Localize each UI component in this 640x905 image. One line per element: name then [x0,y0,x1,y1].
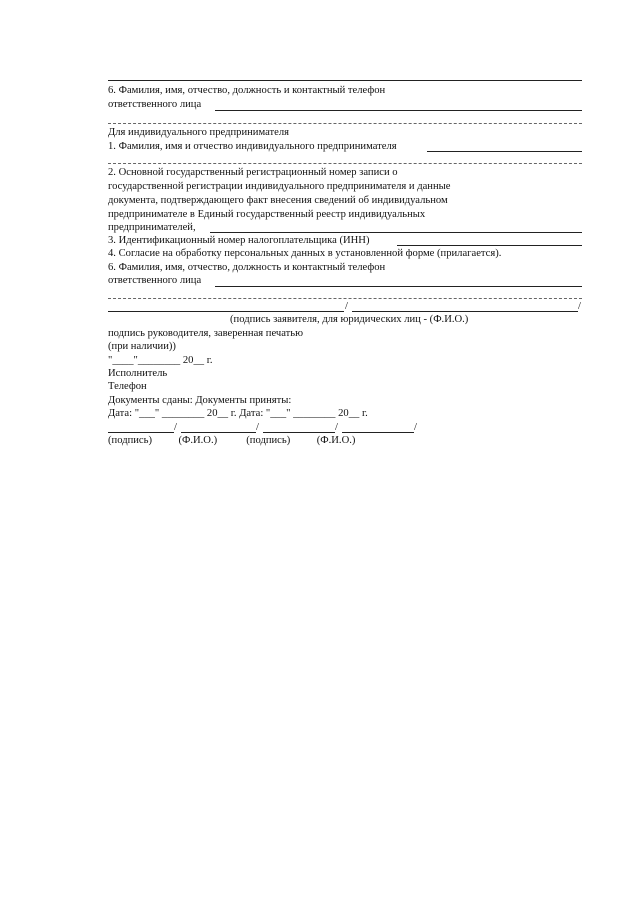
section6-title-2: 6. Фамилия, имя, отчество, должность и контактный телефон [108,262,386,273]
ip-fullname-field-continued [108,163,582,164]
acceptance-slash-1: / [335,422,338,433]
date-line: "____"________ 20__ г. [108,355,213,366]
handover-name-field [181,432,256,433]
ogrn-line-5: предпринимателей, [108,222,196,233]
ogrn-field [210,232,582,233]
ip-fullname-label: 1. Фамилия, имя и отчество индивидуального предпринимателя [108,141,397,152]
head-signature-caption: подпись руководителя, заверенная печатью [108,328,304,339]
bottom-captions: (подпись) (Ф.И.О.) (подпись) (Ф.И.О.) [108,435,356,446]
handover-slash-1: / [174,422,177,433]
top-rule [108,80,582,81]
executor-label: Исполнитель [108,368,168,379]
acceptance-slash-2: / [414,422,417,433]
signature-slash: / [345,301,348,312]
signature-end-slash: / [578,301,581,312]
responsible-person-field-2-continued [108,298,582,299]
ogrn-line-4: предпринимателе в Единый государственный реестр индивидуальных [108,209,426,220]
ip-section-title: Для индивидуального предпринимателя [108,127,289,138]
responsible-person-label: ответственного лица [108,99,202,110]
documents-dates-line: Дата: "___" ________ 20__ г. Дата: "___" ________ 20__ г. [108,408,368,419]
consent-line: 4. Согласие на обработку персональных данных в установленной форме (прилагается). [108,248,502,259]
handover-signature-field [108,432,174,433]
responsible-person-field-2 [215,286,582,287]
acceptance-signature-field [263,432,335,433]
inn-field [397,245,582,246]
phone-label: Телефон [108,381,147,392]
ogrn-line-3: документа, подтверждающего факт внесения сведений об индивидуальном [108,195,448,206]
signature-field [108,311,344,312]
signature-caption: (подпись заявителя, для юридических лиц - (Ф.И.О.) [230,314,469,325]
separator-rule [108,123,582,124]
ip-fullname-field [427,151,582,152]
acceptance-name-field [342,432,414,433]
inn-label: 3. Идентификационный номер налогоплательщика (ИНН) [108,235,370,246]
responsible-person-label-2: ответственного лица [108,275,202,286]
responsible-person-field [215,110,582,111]
section6-title: 6. Фамилия, имя, отчество, должность и контактный телефон [108,85,386,96]
seal-note: (при наличии)) [108,341,176,352]
documents-handover-label: Документы сданы: Документы приняты: [108,395,292,406]
signature-name-field [352,311,578,312]
ogrn-line-1: 2. Основной государственный регистрационный номер записи о [108,167,398,178]
ogrn-line-2: государственной регистрации индивидуального предпринимателя и данные [108,181,451,192]
handover-slash-2: / [256,422,259,433]
